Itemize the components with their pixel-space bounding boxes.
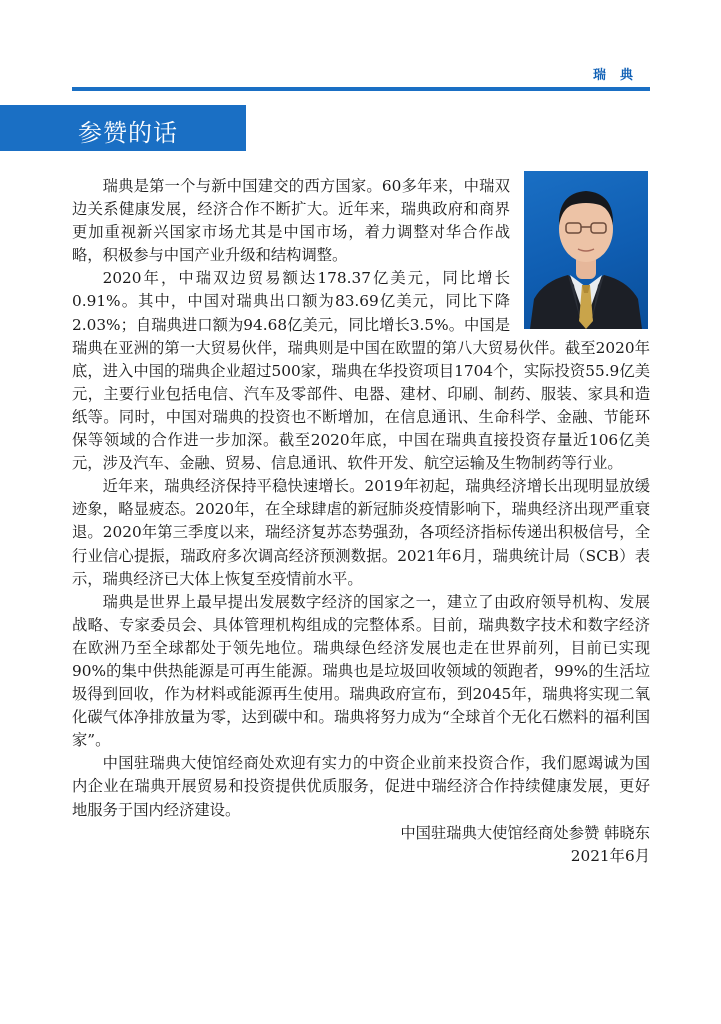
signature-date: 2021年6月 [570, 846, 650, 865]
article-body [72, 175, 650, 868]
paragraph-2: 2020年，中瑞双边贸易额达178.37亿美元，同比增长0.91%。其中，中国对瑞典出口额为83.69亿美元，同比下降2.03%；自瑞典进口额为94.68亿美元，同比增长3.5%。中国是瑞典在亚洲的第一大贸易伙伴，瑞典则是中国在欧盟的第八大贸易伙伴。截至2020年底，进入中国的瑞典企业超过500家，瑞典在华投资项目1704个，实际投资55.9亿美元，主要行业包括电信、汽车及零部件、电器、建材、印刷、制药、服装、家具和造纸等。同时，中国对瑞典的投资也不断增加，在信息通讯、生命科学、金融、节能环保等领域的合作进一步加深。截至2020年底，中国在瑞典直接投资存量近106亿美元，涉及汽车、金融、贸易、信息通讯、软件开发、航空运输及生物制药等行业。 [72, 269, 650, 473]
paragraph-3: 近年来，瑞典经济保持平稳快速增长。2019年初起，瑞典经济增长出现明显放缓迹象，略显疲态。2020年，在全球肆虐的新冠肺炎疫情影响下，瑞典经济出现严重衰退。2020年第三季度以来，瑞经济复苏态势强劲，各项经济指标传递出积极信号，全行业信心提振，瑞政府多次调高经济预测数据。2021年6月，瑞典统计局（SCB）表示，瑞典经济已大体上恢复至疫情前水平。 [72, 477, 650, 588]
title-banner [0, 105, 246, 151]
paragraph-1: 瑞典是第一个与新中国建交的西方国家。60多年来，中瑞双边关系健康发展，经济合作不断扩大。近年来，瑞典政府和商界更加重视新兴国家市场尤其是中国市场，着力调整对华合作战略，积极参与中国产业升级和结构调整。 [72, 177, 510, 265]
page-title: 参赞的话 [78, 119, 178, 147]
header-divider [72, 87, 650, 91]
signature-author: 中国驻瑞典大使馆经商处参赞 韩晓东 [400, 823, 650, 842]
paragraph-4: 瑞典是世界上最早提出发展数字经济的国家之一，建立了由政府领导机构、发展战略、专家委员会、具体管理机构组成的完整体系。目前，瑞典数字技术和数字经济在欧洲乃至全球都处于领先地位。瑞典绿色经济发展也走在世界前列，目前已实现90%的集中供热能源是可再生能源。瑞典也是垃圾回收领域的领跑者，99%的生活垃圾得到回收，作为材料或能源再生使用。瑞典政府宣布，到2045年，瑞典将实现二氧化碳气体净排放量为零，达到碳中和。瑞典将努力成为“全球首个无化石燃料的福利国家”。 [72, 592, 650, 750]
header-country: 瑞典 [592, 68, 647, 83]
paragraph-5: 中国驻瑞典大使馆经商处欢迎有实力的中资企业前来投资合作，我们愿竭诚为国内企业在瑞典开展贸易和投资提供优质服务，促进中瑞经济合作持续健康发展，更好地服务于国内经济建设。 [72, 754, 650, 819]
